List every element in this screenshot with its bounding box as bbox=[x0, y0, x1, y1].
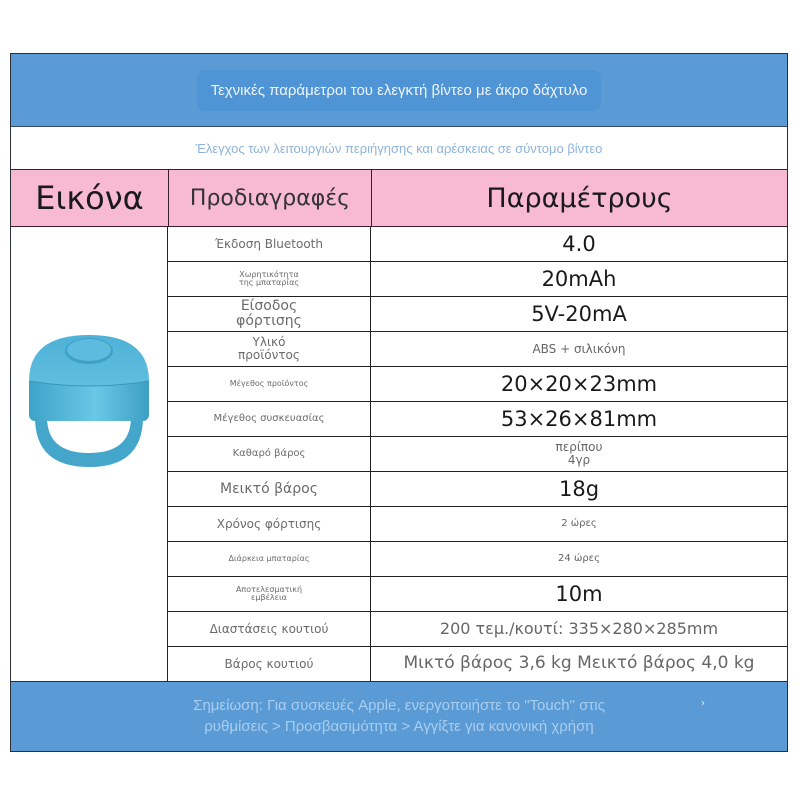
spec-value: ABS + σιλικόνη bbox=[371, 332, 787, 367]
subtitle: Έλεγχος των λειτουργιών περιήγησης και αρέσκειας σε σύντομο βίντεο bbox=[11, 127, 787, 170]
spec-value: 10m bbox=[371, 577, 787, 612]
spec-label: Μέγεθος προϊόντος bbox=[168, 367, 371, 402]
spec-label: Χωρητικότητα της μπαταρίας bbox=[168, 262, 371, 297]
spec-label: Καθαρό βάρος bbox=[168, 437, 371, 472]
spec-value: περίπου 4γρ bbox=[371, 437, 787, 472]
spec-value: 4.0 bbox=[371, 227, 787, 262]
product-image-cell bbox=[11, 227, 168, 681]
spec-label: Χρόνος φόρτισης bbox=[168, 507, 371, 542]
chevron-right-icon: › bbox=[701, 698, 705, 709]
header-image: Εικόνα bbox=[11, 170, 168, 227]
header-spec: Προδιαγραφές bbox=[168, 170, 371, 227]
spec-value: Μικτό βάρος 3,6 kg Μεικτό βάρος 4,0 kg bbox=[403, 653, 755, 674]
spec-label: Έκδοση Bluetooth bbox=[168, 227, 371, 262]
spec-value: 24 ώρες bbox=[371, 542, 787, 577]
note-line-1: Σημείωση: Για συσκευές Apple, ενεργοποιήστε το "Touch" στις bbox=[193, 697, 605, 715]
spec-value: 18g bbox=[371, 472, 787, 507]
spec-label: Αποτελεσματική εμβέλεια bbox=[168, 577, 371, 612]
page-title: Τεχνικές παράμετροι του ελεγκτή βίντεο με άκρο δάχτυλο bbox=[197, 70, 602, 111]
spec-label: Μεικτό βάρος bbox=[168, 472, 371, 507]
product-ring-remote-icon bbox=[25, 325, 153, 475]
spec-label: Διάρκεια μπαταρίας bbox=[168, 542, 371, 577]
spec-label: Είσοδος φόρτισης bbox=[168, 297, 371, 332]
spec-label: Υλικό προϊόντος bbox=[168, 332, 371, 367]
note-footer bbox=[11, 681, 787, 751]
spec-value: 5V-20mA bbox=[371, 297, 787, 332]
spec-value: 53×26×81mm bbox=[371, 402, 787, 437]
spec-value: 2 ώρες bbox=[371, 507, 787, 542]
spec-label: Διαστάσεις κουτιού bbox=[168, 612, 371, 647]
spec-value: 200 τεμ./κουτί: 335×280×285mm bbox=[371, 612, 787, 647]
title-banner bbox=[11, 54, 787, 127]
spec-table bbox=[11, 170, 787, 681]
header-param: Παραμέτρους bbox=[371, 170, 787, 227]
spec-sheet bbox=[10, 53, 788, 752]
note-text bbox=[193, 696, 605, 737]
spec-value: 20mAh bbox=[371, 262, 787, 297]
spec-label: Μέγεθος συσκευασίας bbox=[168, 402, 371, 437]
spec-label: Βάρος κουτιού bbox=[168, 647, 371, 681]
spec-value: 20×20×23mm bbox=[371, 367, 787, 402]
note-line-2: ρυθμίσεις > Προσβασιμότητα > Αγγίξτε για κανονική χρήση bbox=[204, 717, 594, 735]
